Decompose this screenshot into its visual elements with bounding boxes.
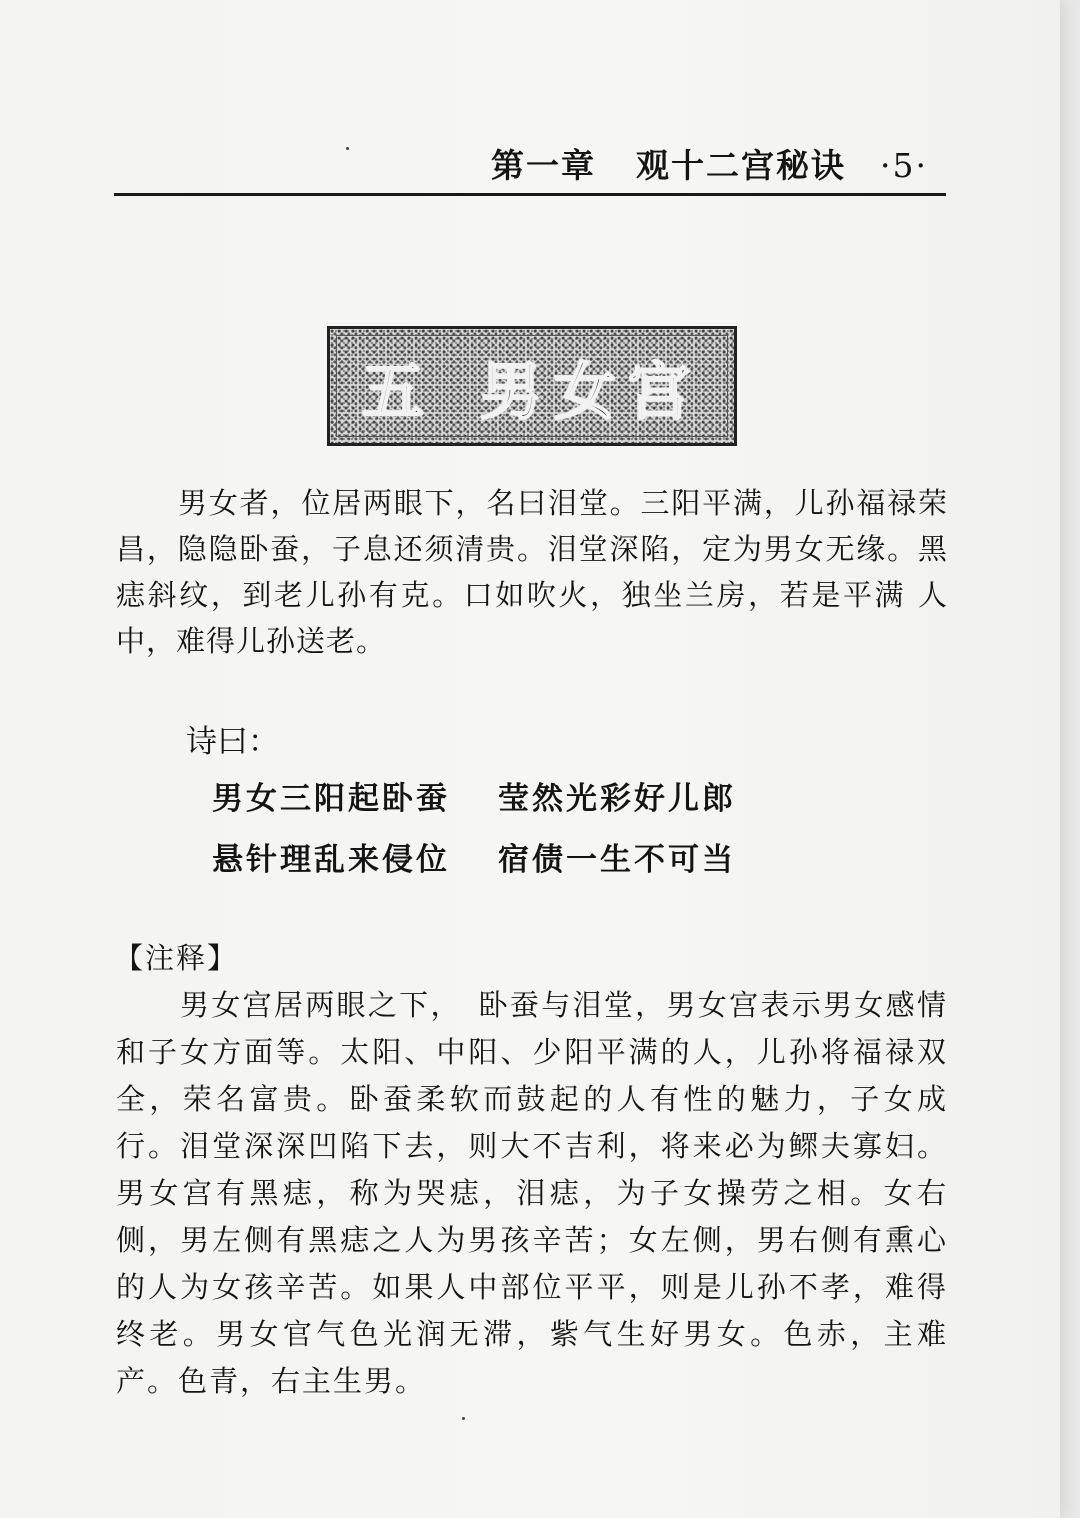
main-paragraph: 男女者，位居两眼下，名曰泪堂。三阳平满，儿孙福禄荣昌，隐隐卧蚕，子息还须清贵。泪堂深陷，定为男女无缘。黑痣斜纹，到老儿孙有克。口如吹火，独坐兰房，若是平满 人中，难得儿孙送老。 (116, 486, 948, 658)
header-text (491, 140, 928, 187)
chapter-title: 观十二宫秘诀 (636, 146, 847, 185)
print-speck (462, 1417, 465, 1420)
section-number: 五 (361, 354, 436, 428)
header-rule (114, 193, 946, 196)
poem-line-first-half: 悬针理乱来侵位 (212, 842, 450, 878)
poem-line-first-half: 男女三阳起卧蚕 (212, 781, 450, 817)
section-title-plaque (327, 326, 737, 446)
annotation-paragraph: 男女宫居两眼之下， 卧蚕与泪堂，男女宫表示男女感情和子女方面等。太阳、中阳、少阳平满的人，儿孙将福禄双全，荣名富贵。卧蚕柔软而鼓起的人有性的魅力，子女成行。泪堂深深凹陷下去，则大不吉利，将来必为鳏夫寡妇。男女宫有黑痣，称为哭痣，泪痣，为子女操劳之相。女右侧，男左侧有黑痣之人为男孩辛苦；女左侧，男右侧有熏心的人为女孩辛苦。如果人中部位平平，则是儿孙不孝，难得终老。男女官气色光润无滞，紫气生好男女。色赤，主难产。色青，右主生男。 (116, 988, 948, 1398)
print-speck (346, 147, 349, 150)
poem-line-second-half: 莹然光彩好儿郎 (498, 781, 736, 817)
section-title-text: 男女宫 (480, 354, 703, 428)
poem-line (212, 834, 736, 879)
poem-line-second-half: 宿债一生不可当 (498, 842, 736, 878)
poem-line (212, 773, 736, 818)
running-header (114, 140, 946, 192)
chapter-label: 第一章 (491, 146, 597, 185)
poem-label: 诗曰： (186, 724, 279, 760)
annotation-label: 【注释】 (114, 941, 239, 975)
page-number: ·5· (880, 146, 928, 185)
section-title (362, 342, 702, 431)
